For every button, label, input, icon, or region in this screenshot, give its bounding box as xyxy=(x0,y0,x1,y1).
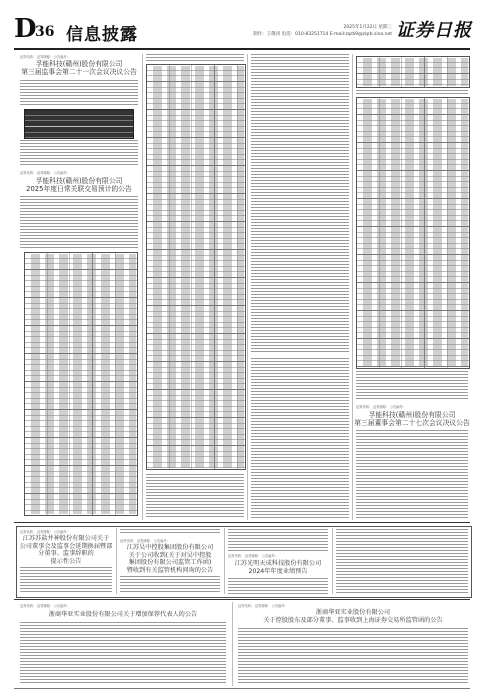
text-block xyxy=(20,622,226,684)
text-block xyxy=(228,529,328,551)
footer-rule xyxy=(14,688,470,689)
section-rule xyxy=(14,522,470,523)
column-divider xyxy=(116,528,117,594)
announcement-code-line: 证券代码： 证券简称： 公告编号： xyxy=(20,55,70,59)
announcement-heading xyxy=(20,60,138,76)
text-block xyxy=(238,628,468,684)
text-block xyxy=(356,430,468,518)
text-block xyxy=(20,80,138,107)
text-block xyxy=(120,576,220,594)
announcement-title: 2025年度日常关联交易预计的公告 xyxy=(26,185,132,193)
related-transactions-table xyxy=(24,252,138,516)
announcement-heading xyxy=(20,177,138,193)
announcement-heading: 江苏光明天成科技股份有限公司 2024年年度业绩预告 xyxy=(234,560,322,575)
announcement-code-line: 证券代码： 证券简称： 公告编号： xyxy=(20,604,70,608)
column-divider xyxy=(142,54,143,520)
announcement-heading: 江苏苏盐井神股份有限公司关于 公司董事会及监事会延期换届暨部 分董事、监事辞职的 提示性公告 xyxy=(19,535,113,565)
page-number: 36 xyxy=(35,24,55,40)
announcement-code-line: 证券代码： 证券简称： 公告编号： xyxy=(20,171,70,175)
text-block xyxy=(20,196,138,248)
section-title: 信息披露 xyxy=(66,25,138,45)
announcement-heading: 浙商华亚实业股份有限公司 关于控股股东及部分董事、监事收到上海证券交易所监管函的公告 xyxy=(263,609,443,624)
column-divider xyxy=(224,528,225,594)
announcement-code-line: 证券代码： 证券简称： 公告编号： xyxy=(20,530,70,534)
text-block xyxy=(228,578,328,594)
page-letter: D xyxy=(14,14,37,44)
announcement-title: 第三届董事会第二十七次会议决议公告 xyxy=(354,419,470,427)
company-name: 孚能科技(赣州)股份有限公司 xyxy=(35,60,123,68)
announcement-heading: 江苏吴中控股集团股份有限公司 关于公司收到(关于对吴中控股 集团股份有限公司监管工作函) 暨收到有关监管机构问询的公告 xyxy=(126,544,214,574)
date-line: 2025年1月22日 星期三 xyxy=(343,25,392,30)
text-block xyxy=(356,90,468,94)
data-table xyxy=(24,109,134,139)
data-table xyxy=(356,56,470,88)
transactions-detail-table xyxy=(146,64,246,470)
column-divider xyxy=(332,528,333,594)
announcement-heading xyxy=(354,411,470,427)
newspaper-logo: 证券日报 xyxy=(396,20,472,41)
column-divider xyxy=(247,54,248,520)
announcement-code-line: 证券代码： 证券简称： 公告编号： xyxy=(238,604,288,608)
data-table xyxy=(356,97,470,369)
text-block xyxy=(146,54,244,62)
announcement-code-line: 证券代码： 证券简称： 公告编号： xyxy=(356,405,406,409)
announcement-title: 第三届监事会第二十一次会议决议公告 xyxy=(21,68,137,76)
company-name: 孚能科技(赣州)股份有限公司 xyxy=(368,411,456,419)
company-name: 孚能科技(赣州)股份有限公司 xyxy=(35,177,123,185)
announcement-heading: 浙商华亚实业股份有限公司关于增加保荐代表人的公告 xyxy=(48,611,198,618)
masthead xyxy=(14,14,472,48)
section-rule xyxy=(14,599,470,600)
text-block xyxy=(120,529,220,535)
text-block xyxy=(251,54,349,354)
text-block xyxy=(146,474,244,518)
text-block xyxy=(251,358,349,518)
text-block xyxy=(20,567,112,594)
announcement-code-line: 证券代码： 证券简称： 公告编号： xyxy=(120,539,170,543)
column-divider xyxy=(232,602,233,686)
announcement-code-line: 证券代码： 证券简称： 公告编号： xyxy=(228,554,278,558)
text-block xyxy=(20,140,138,166)
text-block xyxy=(356,371,468,401)
contact-line: 制作：王敬涛 电话：010-83251714 E-mail:zqrb9@zqrb.sina.net xyxy=(253,32,392,37)
column-divider xyxy=(352,54,353,520)
text-block xyxy=(336,529,468,594)
header-rule xyxy=(14,48,470,50)
